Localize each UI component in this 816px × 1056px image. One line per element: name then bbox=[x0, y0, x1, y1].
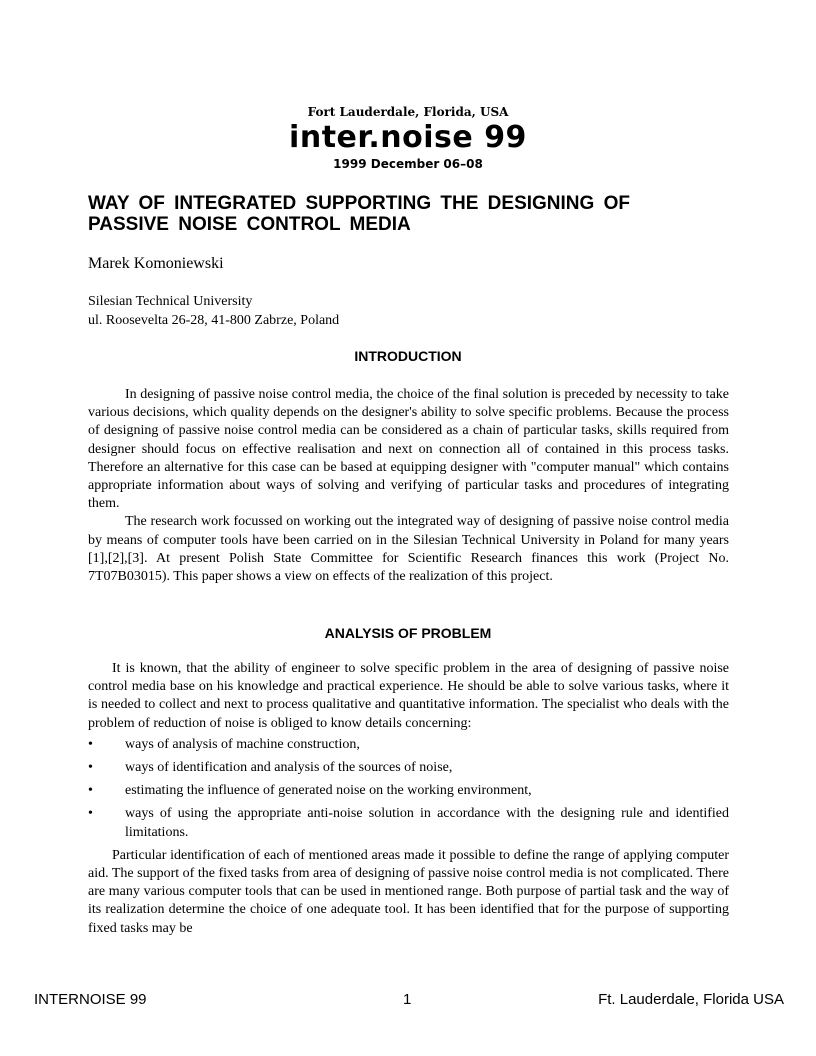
affiliation-address: ul. Roosevelta 26-28, 41-800 Zabrze, Poland bbox=[88, 313, 340, 328]
conference-location: Fort Lauderdale, Florida, USA bbox=[307, 105, 509, 119]
list-item bbox=[88, 759, 729, 777]
list-item bbox=[88, 805, 729, 841]
analysis-paragraph-1: It is known, that the ability of engineer to solve specific problem in the area of designing of passive noise control media base on his knowledge and practical experience. He should be able to solve various tasks, where it is needed to collect and next to process qualitative and quantitative information. The specialist who deals with the problem of reduction of noise is obliged to know details concerning: bbox=[88, 661, 729, 731]
author-name: Marek Komoniewski bbox=[88, 255, 224, 272]
conference-header bbox=[0, 104, 816, 172]
analysis-paragraph-2: Particular identification of each of mentioned areas made it possible to define the range of applying computer aid. The support of the fixed tasks from area of designing of passive noise control media is not complicated. There are many various computer tools that can be used in mentioned range. Both purpose of partial task and the way of its realization determine the choice of one adequate tool. It has been identified that for the purpose of supporting fixed tasks may be bbox=[88, 847, 729, 936]
requirements-list bbox=[88, 736, 729, 842]
bullet-icon: • bbox=[88, 783, 93, 799]
page-number: 1 bbox=[403, 991, 412, 1008]
list-item bbox=[88, 782, 729, 800]
bullet-icon: • bbox=[88, 736, 93, 752]
introduction-heading: INTRODUCTION bbox=[354, 348, 462, 364]
list-item-text: ways of using the appropriate anti-noise solution in accordance with the designing rule and identified limitations. bbox=[125, 806, 729, 840]
affiliation-institution: Silesian Technical University bbox=[88, 294, 253, 309]
paper-title: WAY OF INTEGRATED SUPPORTING THE DESIGNING OF PASSIVE NOISE CONTROL MEDIA bbox=[88, 193, 630, 235]
introduction-paragraph-2: The research work focussed on working out the integrated way of designing of passive noise control media by means of computer tools have been carried on in the Silesian Technical University in Poland for many years [1],[2],[3]. At present Polish State Committee for Scientific Research finances this work (Project No. 7T07B03015). This paper shows a view on effects of the realization of this project. bbox=[88, 514, 729, 585]
analysis-heading: ANALYSIS OF PROBLEM bbox=[324, 625, 492, 641]
affiliation bbox=[88, 292, 339, 330]
list-item-text: ways of analysis of machine construction, bbox=[125, 736, 360, 752]
conference-logo: inter.noise 99 bbox=[289, 120, 527, 155]
conference-dates: 1999 December 06–08 bbox=[333, 157, 483, 171]
bullet-icon: • bbox=[88, 806, 93, 822]
list-item bbox=[88, 736, 729, 754]
introduction-paragraph-1: In designing of passive noise control media, the choice of the final solution is preceded by necessity to take various decisions, which quality depends on the designer's ability to solve specific problems. Because the process of designing of passive noise control media can be considered as a chain of particular tasks, skills required from designer should focus on effective realisation and next on connection all of contained in this process tasks. Therefore an alternative for this case can be based at equipping designer with "computer manual" which contains appropriate information about ways of solving and verifying of particular tasks and procedures of integrating them. bbox=[88, 387, 729, 512]
list-item-text: ways of identification and analysis of the sources of noise, bbox=[125, 760, 453, 776]
bullet-icon: • bbox=[88, 760, 93, 776]
footer-right: Ft. Lauderdale, Florida USA bbox=[598, 991, 784, 1008]
analysis-body bbox=[88, 660, 729, 938]
footer-left: INTERNOISE 99 bbox=[34, 991, 147, 1008]
introduction-body bbox=[88, 386, 729, 586]
list-item-text: estimating the influence of generated noise on the working environment, bbox=[125, 783, 532, 799]
